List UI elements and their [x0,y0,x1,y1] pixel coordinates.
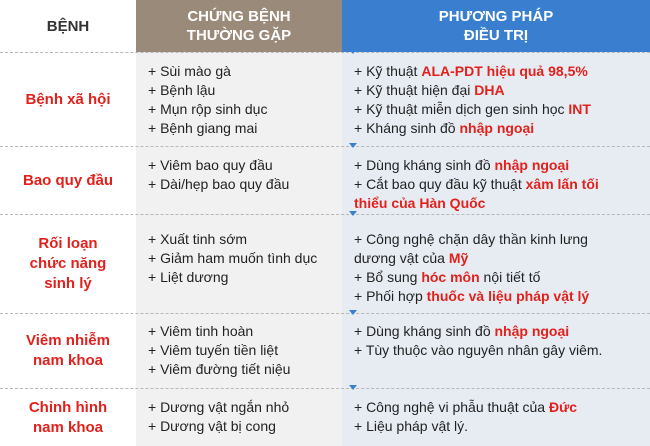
treatment-highlight: nhập ngoại [494,323,570,339]
disease-name [0,314,136,388]
treatment-text: + Kỹ thuật hiện đại [354,82,475,98]
treatment-item [354,100,648,119]
treatment-list [354,322,648,360]
symptom-item: + Mụn rộp sinh dục [148,101,268,117]
disease-name-text: Bao quy đầu [22,171,113,189]
treatment-item [354,230,648,249]
treatment-item [354,398,648,417]
disease-name-line: Viêm nhiễm [26,332,110,349]
treatment-highlight: thiểu của Hàn Quốc [354,195,486,211]
treatment-item [354,287,648,306]
divider-arrow-icon [349,211,357,216]
treatment-item [354,268,648,287]
treatment-highlight: INT [568,101,591,117]
symptom-item: + Xuất tinh sớm [148,231,248,247]
symptom-item: + Viêm đường tiết niệu [148,361,291,377]
symptom-item: + Dương vật bị cong [148,418,276,434]
disease-name [0,389,136,446]
symptom-item: + Sùi mào gà [148,63,231,79]
header-disease [0,0,136,52]
treatment-text: + Kỹ thuật [354,63,422,79]
disease-name-line: Rối loạn [38,235,98,252]
treatment-highlight: Mỹ [448,250,469,266]
disease-name [0,215,136,313]
divider-arrow-icon [349,143,357,148]
symptom-item: + Viêm tuyến tiền liệt [148,342,279,358]
symptom-item: + Liệt dương [148,269,229,285]
treatment-item [354,322,648,341]
symptom-list [148,322,340,379]
treatment-text: + Bổ sung [354,269,422,285]
treatment-highlight: DHA [474,82,505,98]
header-symptoms-line2: THƯỜNG GẶP [186,27,292,44]
treatment-text: + Liệu pháp vật lý. [354,418,469,434]
treatment-text: + Công nghệ vi phẫu thuật của [354,399,549,415]
header-treatment [342,0,650,52]
symptom-list [148,156,340,194]
disease-name-text: Bệnh xã hội [25,90,111,108]
divider-arrow-icon [349,310,357,315]
treatment-text: + Kháng sinh đồ [354,120,460,136]
treatment-highlight: hóc môn [421,269,480,285]
header-treatment-line1: PHƯƠNG PHÁP [438,8,554,25]
treatment-item [354,119,648,138]
treatment-highlight: xâm lấn tối [525,176,599,192]
symptom-item: + Dài/hẹp bao quy đầu [148,176,290,192]
symptom-item: + Viêm tinh hoàn [148,323,254,339]
header-symptoms-line1: CHỨNG BỆNH [187,8,291,25]
divider-arrow-icon [349,49,357,54]
treatment-highlight: ALA-PDT hiệu quả 98,5% [421,63,588,79]
symptom-item: + Bệnh lậu [148,82,216,98]
symptom-item: + Giảm ham muốn tình dục [148,250,318,266]
treatment-highlight: Đức [548,399,578,415]
treatment-text: + Dùng kháng sinh đồ [354,157,495,173]
treatment-item [354,156,648,175]
disease-name-line: nam khoa [32,352,103,369]
treatment-text: + Kỹ thuật miễn dịch gen sinh học [354,101,569,117]
treatment-item [354,194,648,213]
treatment-item [354,81,648,100]
header-treatment-line2: ĐIỀU TRỊ [463,27,529,44]
divider-arrow-icon [349,385,357,390]
treatment-highlight: nhập ngoại [459,120,535,136]
disease-name-line: nam khoa [32,418,104,436]
treatment-text: + Dùng kháng sinh đồ [354,323,495,339]
treatment-item [354,249,648,268]
treatment-list [354,230,648,306]
symptom-list [148,398,340,436]
treatment-list [354,156,648,213]
treatment-text: nội tiết tố [479,269,541,285]
treatment-item [354,417,648,436]
disease-name-line: Chỉnh hình [28,398,108,416]
treatment-item [354,341,648,360]
symptom-list [148,62,340,138]
treatment-text: + Phối hợp [354,288,427,304]
treatment-item [354,175,648,194]
symptom-list [148,230,340,287]
treatment-highlight: thuốc và liệu pháp vật lý [426,288,590,304]
treatment-text: dương vật của [354,250,449,266]
disease-name [0,53,136,146]
symptom-item: + Bệnh giang mai [148,120,258,136]
treatment-highlight: nhập ngoại [494,157,570,173]
disease-name-line: chức năng [29,255,107,272]
treatment-text: + Cắt bao quy đầu kỹ thuật [354,176,526,192]
treatment-list [354,62,648,138]
disease-name [0,147,136,214]
treatment-text: + Tùy thuộc vào nguyên nhân gây viêm. [354,342,603,358]
header-disease-label: BỆNH [46,17,90,35]
treatment-item [354,62,648,81]
disease-name-line: sinh lý [44,275,92,292]
symptom-item: + Dương vật ngắn nhỏ [148,399,290,415]
treatment-text: + Công nghệ chặn dây thần kinh lưng [354,231,588,247]
symptom-item: + Viêm bao quy đầu [148,157,273,173]
treatment-list [354,398,648,436]
header-symptoms [136,0,342,52]
